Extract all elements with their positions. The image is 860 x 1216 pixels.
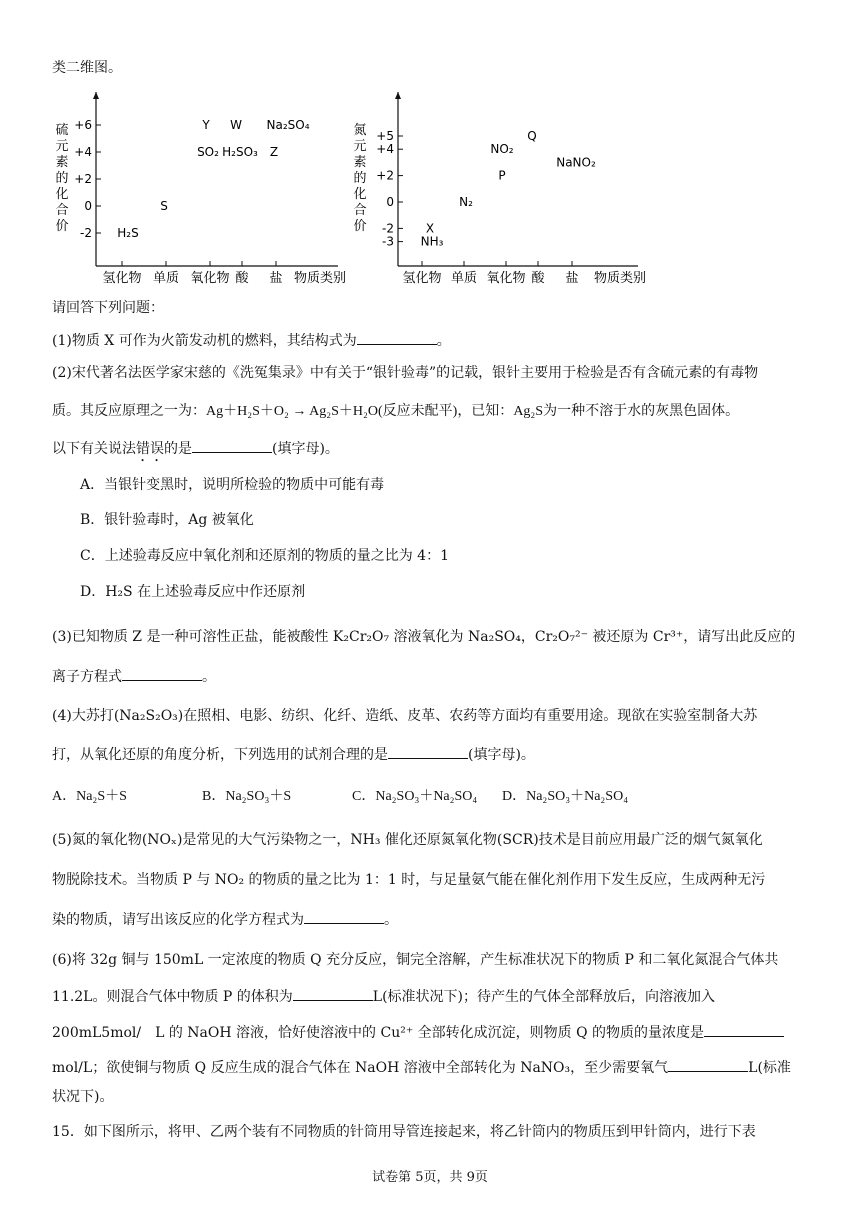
question-4-line-2: [52, 744, 535, 765]
y-axis-label-char: 元: [55, 139, 69, 154]
q4-option-c: C．Na₂SO₃＋Na₂SO₄: [352, 789, 478, 804]
q6-b-text: 11.2L。则混合气体中物质 P 的体积为: [52, 989, 293, 1005]
y-axis-label-char: 价: [353, 219, 367, 234]
question-2-line-2: [52, 401, 739, 422]
data-point-label: S: [160, 199, 168, 213]
question-6-line-3: [52, 1022, 784, 1043]
y-axis-label-char: 价: [55, 219, 69, 234]
x-category-label: 盐: [269, 271, 283, 286]
q2-equation: Ag＋H₂S＋O₂ → Ag₂S＋H₂O(反应未配平): [206, 404, 458, 419]
data-point-label: Y: [202, 118, 210, 132]
answer-blank-8[interactable]: [668, 1057, 748, 1072]
y-tick-label: -2: [80, 226, 92, 240]
q2-c3: (填字母)。: [272, 441, 339, 457]
y-axis-label-char: 氮: [353, 123, 367, 138]
question-6-line-2: [52, 986, 715, 1007]
question-15-line: 15．如下图所示，将甲、乙两个装有不同物质的针筒用导管连接起来，将乙针筒内的物质压到甲针筒内，进行下表: [52, 1124, 756, 1140]
answer-blank-5[interactable]: [304, 909, 384, 924]
answer-blank-2[interactable]: [192, 438, 272, 453]
question-1: [52, 330, 451, 351]
y-tick-label: +4: [376, 142, 394, 157]
question-3-line-2: [52, 666, 216, 687]
data-point-label: Z: [269, 145, 279, 159]
x-category-label: 氧化物: [486, 271, 526, 286]
y-axis-arrow: [93, 92, 99, 99]
data-point-label: SO₂: [197, 145, 219, 159]
y-tick-label: +2: [376, 168, 394, 183]
y-axis-label-char: 化: [55, 187, 69, 202]
x-category-label: 酸: [531, 271, 545, 286]
q3-end: 。: [202, 669, 216, 685]
q4-option-b: B．Na₂SO₃＋S: [202, 789, 292, 804]
y-tick-label: +6: [74, 118, 92, 132]
q2-option-d: D．H₂S 在上述验毒反应中作还原剂: [80, 584, 306, 600]
answer-blank-7[interactable]: [704, 1022, 784, 1037]
q2-emphasis: 错误: [136, 441, 164, 457]
q2-option-b: B．银针验毒时，Ag 被氧化: [80, 512, 254, 528]
answer-blank-3[interactable]: [122, 666, 202, 681]
q5-text: 染的物质，请写出该反应的化学方程式为: [52, 912, 304, 928]
y-axis-label-char: 素: [55, 155, 69, 170]
data-point-label: Q: [527, 129, 537, 143]
q6-d-end: L(标准: [748, 1060, 791, 1076]
y-axis-label-char: 元: [353, 139, 367, 154]
q4-option-d: D．Na₂SO₃＋Na₂SO₄: [502, 789, 629, 804]
data-point-label: W: [230, 118, 242, 132]
q2-intro: 质。其反应原理之一为：: [52, 403, 206, 419]
q6-b-end: L(标准状况下)；待产生的气体全部释放后，向溶液加入: [372, 989, 716, 1005]
question-5-line-1: (5)氮的氧化物(NOₓ)是常见的大气污染物之一，NH₃ 催化还原氮氧化物(SCR)技术是目前应用最广泛的烟气氮氧化: [52, 832, 763, 848]
data-point-label: NH₃: [420, 234, 444, 249]
question-2-line-3: [52, 438, 339, 465]
x-category-label: 酸: [235, 271, 249, 286]
data-point-label: H₂SO₃: [222, 145, 258, 159]
x-category-label: 氢化物: [102, 271, 142, 286]
y-tick-label: 0: [84, 199, 92, 213]
data-point-label: NO₂: [490, 142, 514, 157]
x-category-label: 盐: [565, 271, 579, 286]
question-2-line-1: (2)宋代著名法医学家宋慈的《洗冤集录》中有关于“银针验毒”的记载，银针主要用于检验是否有含硫元素的有毒物: [52, 365, 759, 381]
y-tick-label: -3: [382, 234, 394, 249]
answer-blank-4[interactable]: [388, 744, 468, 759]
y-axis-label-char: 化: [353, 187, 367, 202]
header-line: 类二维图。: [52, 60, 122, 76]
q4-text: 打，从氧化还原的角度分析，下列选用的试剂合理的是: [52, 747, 388, 763]
q4-end: (填字母)。: [468, 747, 535, 763]
question-4-line-1: (4)大苏打(Na₂S₂O₃)在照相、电影、纺织、化纤、造纸、皮革、农药等方面均有重要用途。现欲在实验室制备大苏: [52, 708, 758, 724]
q5-end: 。: [384, 912, 398, 928]
x-category-label: 单质: [152, 271, 180, 286]
y-tick-label: +4: [74, 145, 92, 159]
page-footer: 试卷第 5页，共 9页: [372, 1170, 488, 1185]
y-axis-label-char: 的: [55, 171, 69, 186]
y-tick-label: +5: [376, 129, 394, 143]
y-axis-label-char: 合: [353, 203, 367, 218]
q2-given: ，已知：: [457, 403, 514, 419]
x-category-label: 氢化物: [402, 271, 442, 286]
x-axis-label: 物质类别: [593, 271, 647, 286]
question-6-line-5: 状况下)。: [52, 1089, 114, 1105]
question-5-line-2: 物脱除技术。当物质 P 与 NO₂ 的物质的量之比为 1：1 时，与足量氨气能在催化剂作用下发生反应，生成两种无污: [52, 872, 766, 888]
y-tick-label: +2: [74, 172, 92, 186]
x-category-label: 氧化物: [190, 271, 230, 286]
y-axis-label-char: 的: [353, 171, 367, 186]
data-point-label: NaNO₂: [556, 155, 596, 170]
question-6-line-1: (6)将 32g 铜与 150mL 一定浓度的物质 Q 充分反应，铜完全溶解，产生标准状况下的物质 P 和二氧化氮混合气体共: [52, 952, 779, 968]
data-point-label: Na₂SO₄: [266, 118, 310, 132]
y-axis-label-char: 硫: [55, 123, 69, 138]
q1-text: (1)物质 X 可作为火箭发动机的燃料，其结构式为: [52, 333, 357, 349]
q2-ag2s: Ag₂S: [513, 404, 544, 419]
q6-d-text: mol/L；欲使铜与物质 Q 反应生成的混合气体在 NaOH 溶液中全部转化为 NaNO₃，至少需要氧气: [52, 1060, 669, 1076]
q4-options: [52, 786, 628, 807]
question-3-line-1: (3)已知物质 Z 是一种可溶性正盐，能被酸性 K₂Cr₂O₇ 溶液氧化为 Na₂SO₄，Cr₂O₇²⁻ 被还原为 Cr³⁺，请写出此反应的: [52, 629, 796, 645]
y-axis-label-char: 素: [353, 155, 367, 170]
question-6-line-4: [52, 1057, 791, 1078]
x-axis-label: 物质类别: [293, 271, 347, 286]
q2-option-a: A．当银针变黑时，说明所检验的物质中可能有毒: [80, 477, 385, 493]
q6-c-text: 200mL5mol/ L 的 NaOH 溶液，恰好使溶液中的 Cu²⁺ 全部转化成沉淀，则物质 Q 的物质的量浓度是: [52, 1025, 705, 1041]
data-point-label: X: [425, 221, 435, 236]
data-point-label: P: [498, 168, 506, 183]
q3-text: 离子方程式: [52, 669, 122, 685]
q1-end: 。: [436, 333, 451, 349]
data-point-label: N₂: [459, 195, 473, 209]
question-5-line-3: [52, 909, 398, 930]
sulfur-valence-chart: [48, 88, 358, 288]
q2-option-c: C．上述验毒反应中氧化剂和还原剂的物质的量之比为 4：1: [80, 548, 449, 564]
q2-c1: 以下有关说法: [52, 441, 136, 457]
x-category-label: 单质: [450, 271, 478, 286]
y-axis-label-char: 合: [55, 203, 69, 218]
nitrogen-valence-chart: [346, 88, 656, 288]
y-tick-label: 0: [386, 195, 394, 209]
answer-blank-1[interactable]: [357, 330, 437, 345]
data-point-label: H₂S: [117, 226, 139, 240]
q2-desc: 为一种不溶于水的灰黑色固体。: [543, 403, 740, 419]
y-axis-arrow: [395, 92, 401, 99]
q2-c2: 的是: [164, 441, 192, 457]
q4-option-a: A．Na₂S＋S: [52, 789, 127, 804]
answer-blank-6[interactable]: [293, 986, 373, 1001]
y-tick-label: -2: [382, 221, 394, 236]
prompt-line: 请回答下列问题：: [52, 300, 164, 316]
